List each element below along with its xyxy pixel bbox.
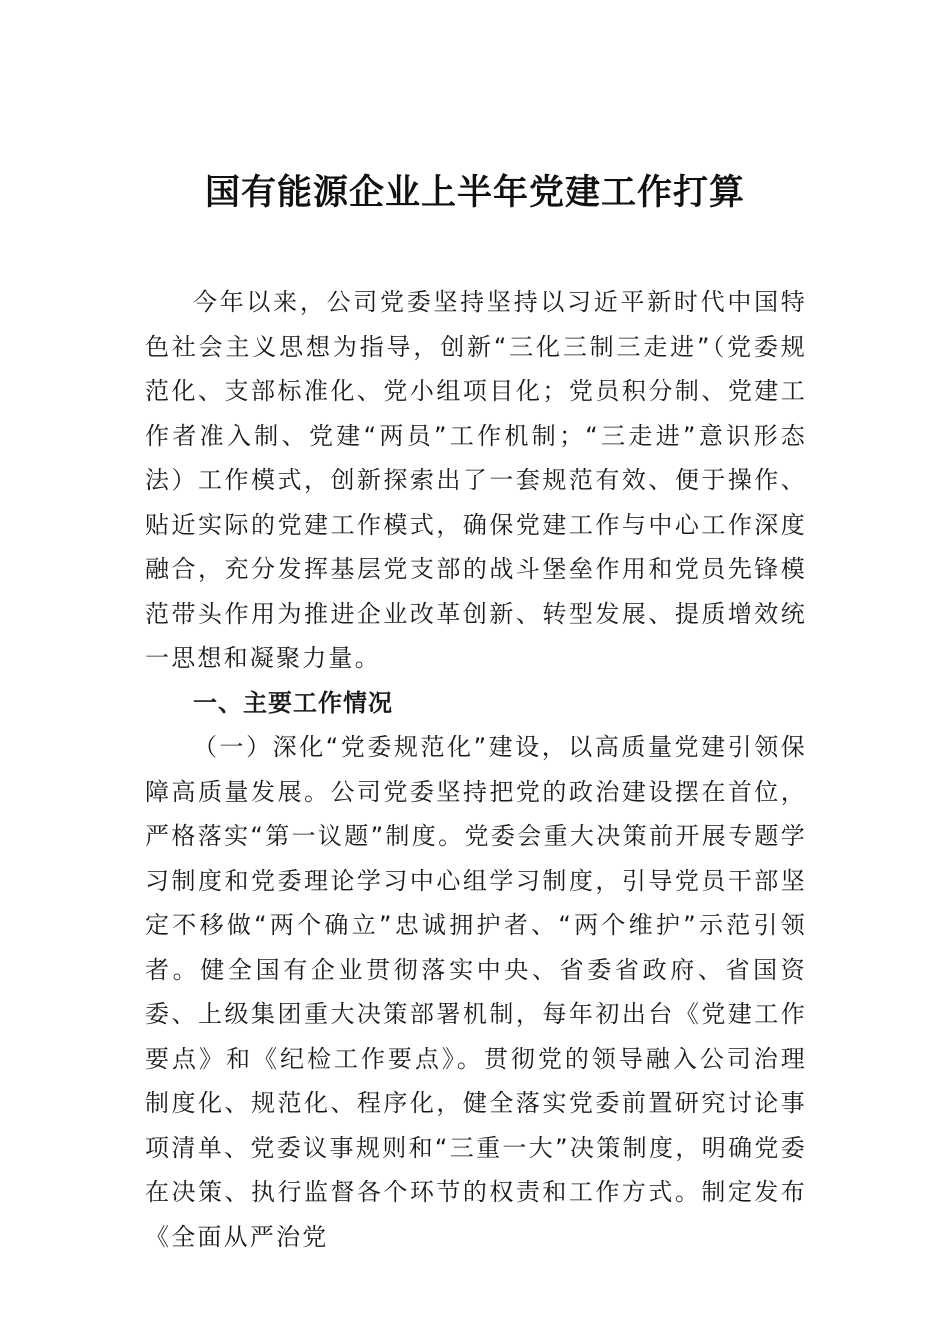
section-paragraph: （一）深化“党委规范化”建设，以高质量党建引领保障高质量发展。公司党委坚持把党的政治建设摆在首位，严格落实“第一议题”制度。党委会重大决策前开展专题学习制度和党委理论学习中心组学习制度，引导党员干部坚定不移做“两个确立”忠诚拥护者、“两个维护”示范引领者。健全国有企业贯彻落实中央、省委省政府、省国资委、上级集团重大决策部署机制，每年初出台《党建工作要点》和《纪检工作要点》。贯彻党的领导融入公司治理制度化、规范化、程序化，健全落实党委前置研究讨论事项清单、党委议事规则和“三重一大”决策制度，明确党委在决策、执行监督各个环节的权责和工作方式。制定发布《全面从严治党 xyxy=(145,733,807,1251)
document-body xyxy=(145,280,807,1259)
intro-paragraph: 今年以来，公司党委坚持坚持以习近平新时代中国特色社会主义思想为指导，创新“三化三制三走进”（党委规范化、支部标准化、党小组项目化；党员积分制、党建工作者准入制、党建“两员”工作机制；“三走进”意识形态法）工作模式，创新探索出了一套规范有效、便于操作、贴近实际的党建工作模式，确保党建工作与中心工作深度融合，充分发挥基层党支部的战斗堡垒作用和党员先锋模范带头作用为推进企业改革创新、转型发展、提质增效统一思想和凝聚力量。 xyxy=(145,288,807,672)
document-title: 国有能源企业上半年党建工作打算 xyxy=(204,172,745,213)
section-heading: 一、主要工作情况 xyxy=(193,688,393,717)
